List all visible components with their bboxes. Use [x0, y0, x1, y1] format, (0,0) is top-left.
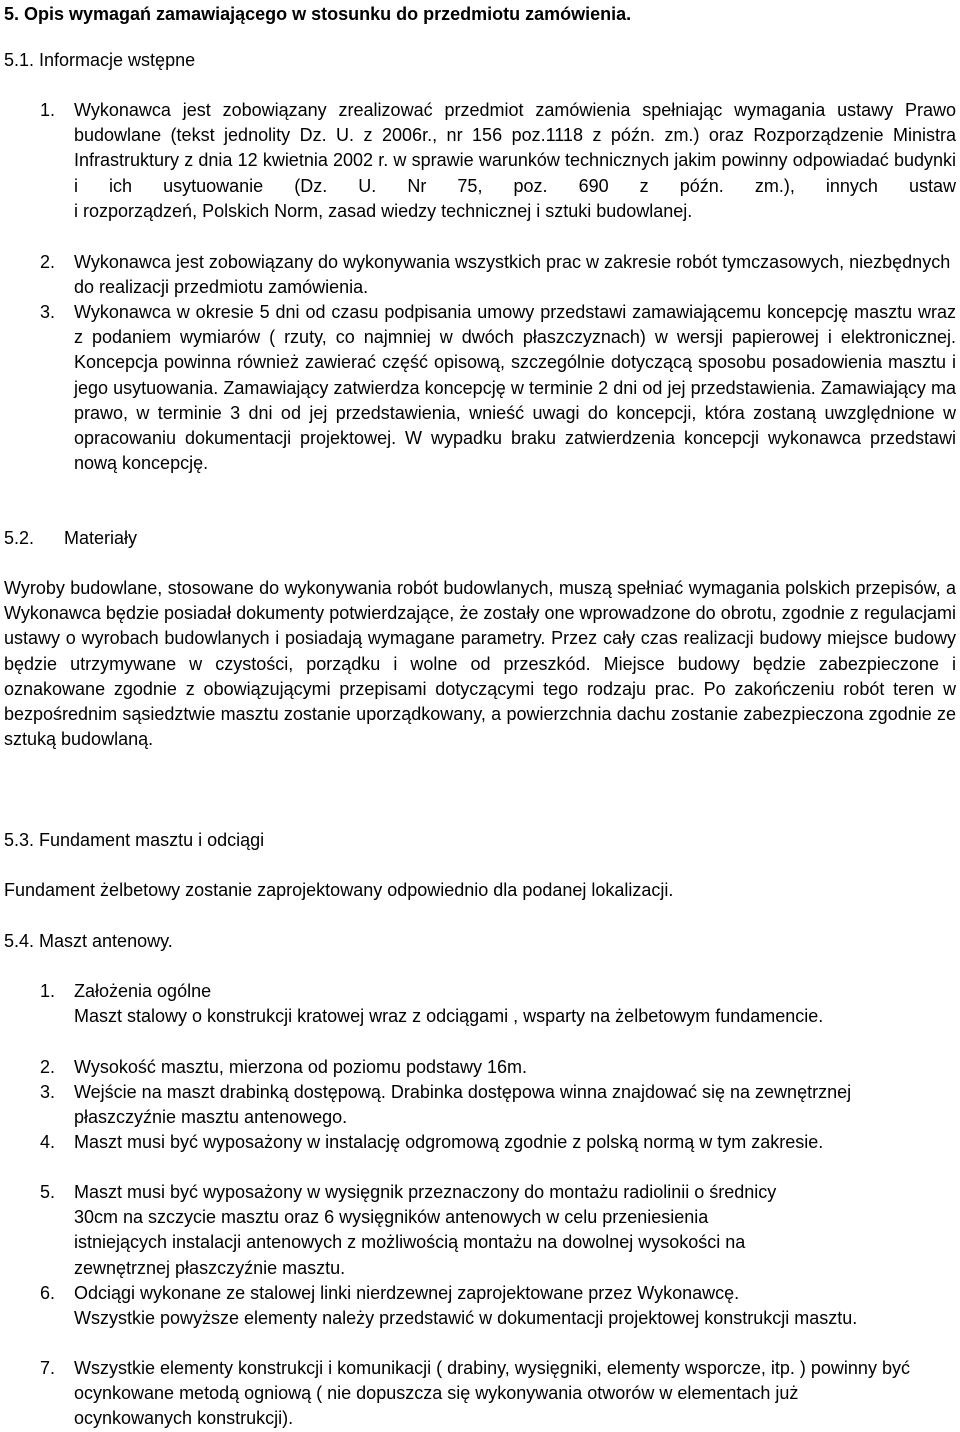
list-item [40, 979, 956, 1029]
list-item-line: istniejących instalacji antenowych z możliwością montażu na dowolnej wysokości na [74, 1232, 746, 1253]
list-item-text: Wykonawca w okresie 5 dni od czasu podpisania umowy przedstawi zamawiającemu koncepcję masztu wraz z podaniem wymiarów ( rzuty, co najmniej w dwóch płaszczyznach) w wersji papierowej i elektronicznej. Koncepcja powinna również zawierać część opisową, szczególnie dotyczącą sposobu posadowienia masztu i jego usytuowania. Zamawiający zatwierdza koncepcję w terminie 2 dni od jej przedstawienia. Zamawiający ma prawo, w terminie 3 dni od jej przedstawienia, wnieść uwagi do koncepcji, która zostaną uwzględnione w opracowaniu dokumentacji projektowej. W wypadku braku zatwierdzenia koncepcji wykonawca przedstawi nową koncepcję. [74, 302, 956, 474]
list-item [40, 1080, 956, 1130]
list-item [40, 98, 956, 224]
section-5-2-heading [4, 526, 604, 551]
list-item-text: Założenia ogólne [74, 981, 212, 1001]
list-item [40, 1130, 956, 1155]
section-5-2-paragraph: Wyroby budowlane, stosowane do wykonywania robót budowlanych, muszą spełniać wymagania polskich przepisów, a Wykonawca będzie posiadał dokumenty potwierdzające, że zostały one wprowadzone do obrotu, zgodnie z regulacjami ustawy o wyrobach budowlanych i posiadają wymagane parametry. Przez cały czas realizacji budowy miejsce budowy będzie utrzymywane w czystości, porządku i wolne od przeszkód. Miejsce budowy będzie zabezpieczone i oznakowane zgodnie z obowiązującymi przepisami dotyczącymi tego rodzaju prac. Po zakończeniu robót teren w bezpośrednim sąsiedztwie masztu zostanie uporządkowany, a powierzchnia dachu zostanie zabezpieczona zgodnie ze sztuką budowlaną. [4, 578, 956, 750]
section-5-4-heading: 5.4. Maszt antenowy. [4, 931, 173, 951]
section-5-1-heading: 5.1. Informacje wstępne [4, 50, 196, 70]
list-item [40, 1281, 956, 1331]
list-number: 5. [40, 1182, 56, 1202]
list-number: 1. [40, 981, 56, 1001]
list-item [40, 300, 956, 476]
list-item-text-continued: Wszystkie powyższe elementy należy przedstawić w dokumentacji projektowej konstrukcji masztu. [74, 1308, 858, 1329]
list-item-text: Odciągi wykonane ze stalowej linki nierdzewnej zaprojektowane przez Wykonawcę. [74, 1283, 740, 1303]
list-item-text: Wszystkie elementy konstrukcji i komunikacji ( drabiny, wysięgniki, elementy wsporcze, itp. ) powinny być ocynkowane metodą ogniową ( nie dopuszcza się wykonywania otworów w elementach już ocynkowanych konstrukcji). [74, 1358, 910, 1429]
list-item-line: zewnętrznej płaszczyźnie masztu. [74, 1257, 346, 1278]
list-number: 2. [40, 1057, 56, 1077]
section-5-3-paragraph: Fundament żelbetowy zostanie zaprojektowany odpowiednio dla podanej lokalizacji. [4, 880, 674, 900]
list-item-text: Wysokość masztu, mierzona od poziomu podstawy 16m. [74, 1057, 528, 1077]
list-item-line: 30cm na szczycie masztu oraz 6 wysięgników antenowych w celu przeniesienia [74, 1207, 709, 1228]
list-number: 4. [40, 1132, 56, 1152]
list-item-text-continued: Maszt stalowy o konstrukcji kratowej wraz z odciągami , wsparty na żelbetowym fundamencie. [74, 1006, 824, 1027]
list-number: 6. [40, 1283, 56, 1303]
section-title: Materiały [64, 528, 138, 548]
list-item-text: Wejście na maszt drabinką dostępową. Drabinka dostępowa winna znajdować się na zewnętrznej płaszczyźnie masztu antenowego. [74, 1082, 852, 1128]
section-5-3-heading: 5.3. Fundament masztu i odciągi [4, 830, 265, 850]
list-item [40, 250, 956, 300]
list-item-text: Wykonawca jest zobowiązany do wykonywania wszystkich prac w zakresie robót tymczasowych, niezbędnych do realizacji przedmiotu zamówienia. [74, 252, 951, 298]
list-number: 3. [40, 1082, 56, 1102]
list-item [40, 1180, 956, 1281]
list-item-line: Maszt musi być wyposażony w wysięgnik przeznaczony do montażu radiolinii o średnicy [74, 1182, 777, 1202]
list-number: 3. [40, 302, 56, 322]
list-item-text: Wykonawca jest zobowiązany zrealizować przedmiot zamówienia spełniając wymagania ustawy Prawo budowlane (tekst jednolity Dz. U. z 2006r., nr 156 poz.1118 z późn. zm.) oraz Rozporządzenie Ministra Infrastruktury z dnia 12 kwietnia 2002 r. w sprawie warunków technicznych jakim powinny odpowiadać budynki i ich usytuowanie (Dz. U. Nr 75, poz. 690 z późn. zm.), innych ustaw [74, 100, 956, 196]
section-number: 5.2. [4, 528, 35, 548]
list-item-text-continued: i rozporządzeń, Polskich Norm, zasad wiedzy technicznej i sztuki budowlanej. [74, 200, 693, 221]
list-item [40, 1356, 956, 1432]
list-item [40, 1055, 956, 1080]
list-number: 7. [40, 1358, 56, 1378]
list-number: 1. [40, 100, 56, 120]
list-number: 2. [40, 252, 56, 272]
list-item-text: Maszt musi być wyposażony w instalację odgromową zgodnie z polską normą w tym zakresie. [74, 1132, 824, 1152]
section-5-heading: 5. Opis wymagań zamawiającego w stosunku do przedmiotu zamówienia. [4, 4, 632, 24]
